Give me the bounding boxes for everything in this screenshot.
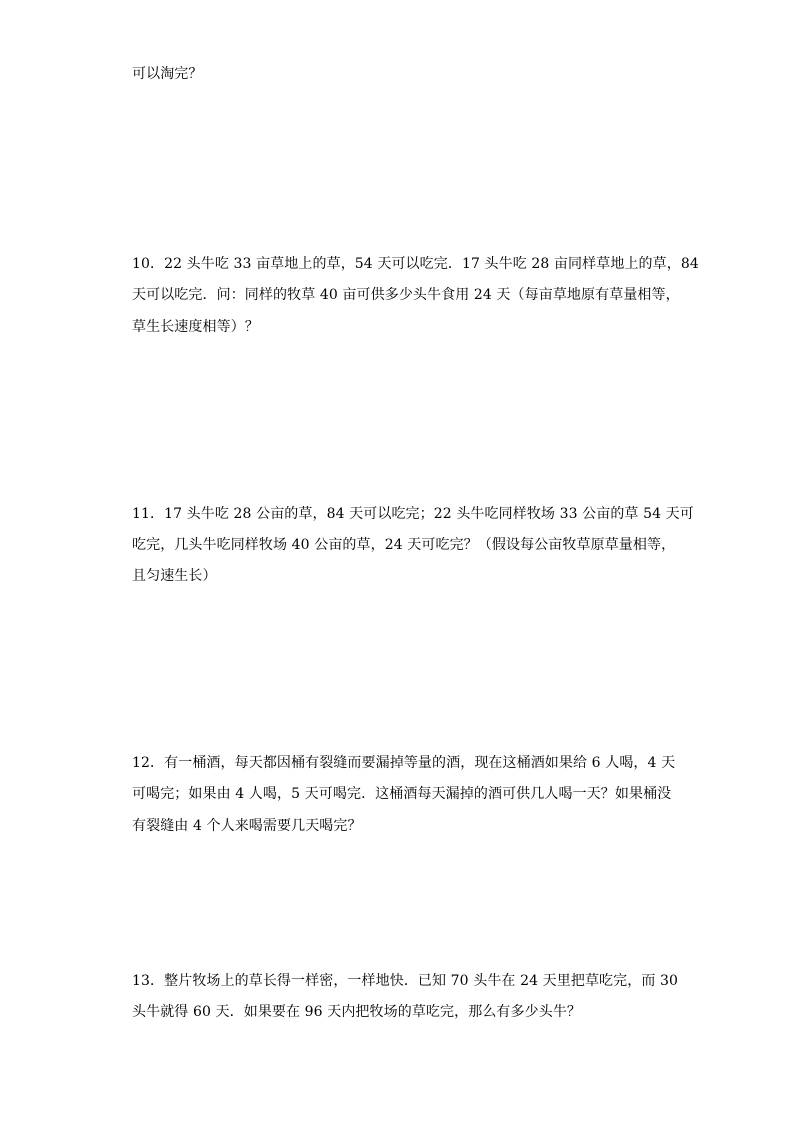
question-10-line-3: 草生长速度相等）？	[132, 319, 259, 335]
question-10-line-1: 10．22 头牛吃 33 亩草地上的草，54 天可以吃完．17 头牛吃 28 亩同样草地上的草，84	[132, 256, 699, 272]
question-13-line-1: 13．整片牧场上的草长得一样密，一样地快．已知 70 头牛在 24 天里把草吃完，而 30	[132, 973, 679, 989]
continuation-text-line: 可以淘完？	[132, 66, 203, 82]
question-11-line-1: 11．17 头牛吃 28 公亩的草，84 天可以吃完；22 头牛吃同样牧场 33 公亩的草 54 天可	[132, 506, 694, 522]
question-11-line-3: 且匀速生长）	[132, 568, 217, 584]
question-12-line-1: 12．有一桶酒，每天都因桶有裂缝而要漏掉等量的酒，现在这桶酒如果给 6 人喝，4 天	[132, 755, 676, 771]
question-10-line-2: 天可以吃完．问：同样的牧草 40 亩可供多少头牛食用 24 天（每亩草地原有草量相等，	[132, 287, 680, 303]
question-11-line-2: 吃完，几头牛吃同样牧场 40 公亩的草，24 天可吃完？（假设每公亩牧草原草量相等，	[132, 537, 676, 553]
question-13-line-2: 头牛就得 60 天．如果要在 96 天内把牧场的草吃完，那么有多少头牛？	[132, 1004, 582, 1020]
question-12-line-2: 可喝完；如果由 4 人喝，5 天可喝完．这桶酒每天漏掉的酒可供几人喝一天？如果桶没	[132, 786, 672, 802]
question-12-line-3: 有裂缝由 4 个人来喝需要几天喝完？	[132, 818, 362, 834]
